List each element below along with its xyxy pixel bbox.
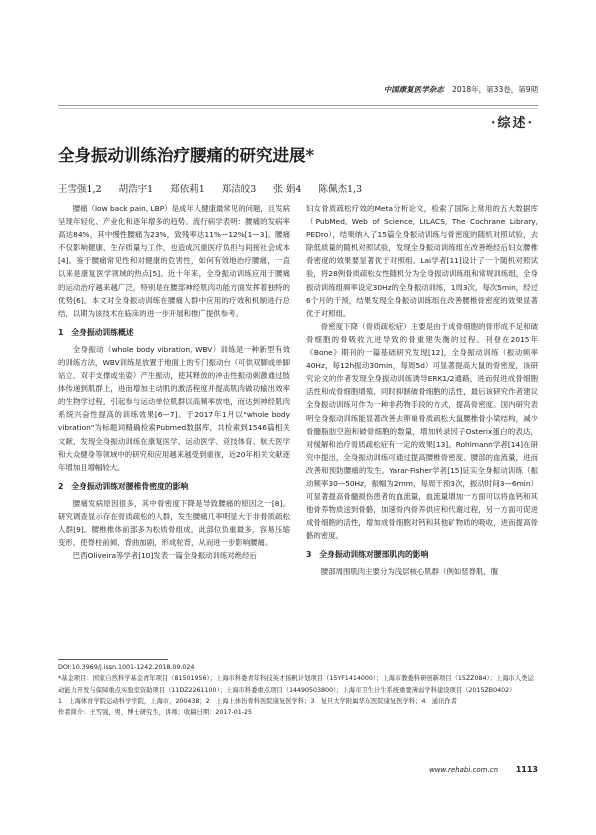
author: 张 娟4 bbox=[273, 184, 302, 195]
footnote-rule bbox=[58, 659, 168, 660]
body-column-right bbox=[306, 202, 538, 579]
author: 王雪强1,2 bbox=[58, 184, 102, 195]
affiliation-note: 1 上海体育学院运动科学学院，上海市，200438；2 上海上体伤骨科医院康复医学科；3 复旦大学附属华东医院康复医学科；4 通讯作者 bbox=[58, 697, 457, 705]
website-link[interactable]: www.rehabi.com.cn bbox=[429, 766, 498, 774]
page-number: 1113 bbox=[515, 765, 538, 774]
paragraph: 妇女骨质疏松疗效的Meta分析论文，检索了国际上常用的五大数据库（PubMed, Web of Science, LILACS, The Cochrane Library, PEDro），结果纳入了15篇全身振动训练与骨密度的随机对照试验，去除低质量的随机对照试验，发现全身振动训练组在改善绝经后妇女腰椎骨密度的效果要显著优于对照组。Lai学者[11]设计了一个随机对照试验，将28例骨质疏松女性随机分为全身振动训练组和常规训练组，全身振动训练组频率设定30Hz的全身振动训练，1周3次，每次5min，经过6个月的干预，结果发现全身振动训练组在改善腰椎骨密度的效果显著优于对照组。 bbox=[306, 204, 538, 318]
header-rule-thin bbox=[58, 108, 538, 109]
header-rule bbox=[58, 105, 538, 106]
paragraph: 巴西Oliveira等学者[10]发表一篇全身振动训练对绝经后 bbox=[72, 551, 257, 561]
author: 胡浩宇1 bbox=[118, 184, 154, 195]
paragraph: 腰痛发病原因很多，其中骨密度下降是导致腰痛的原因之一[8]。研究调查显示存在骨质疏松的人群，发生腰痛几率明显大于非骨质疏松人群[9]。腰椎椎体前部多为松质骨组成，此部位负重最多，容易压缩变形，使脊柱前倾，背曲加剧，形成驼背，从而进一步影响腰痛。 bbox=[58, 498, 290, 548]
author: 郑依莉1 bbox=[170, 184, 205, 195]
journal-name: 中国康复医学杂志 bbox=[383, 85, 444, 94]
author-bio-note: 作者简介：王雪强，男，博士研究生，讲师；收稿日期：2017-01-25 bbox=[58, 709, 253, 717]
paragraph: 腰部周围肌肉主要分为浅层核心肌群（例如竖脊肌、腹 bbox=[320, 567, 499, 577]
body-column-left bbox=[58, 202, 290, 562]
journal-header bbox=[384, 84, 538, 95]
article-title: 全身振动训练治疗腰痛的研究进展* bbox=[58, 146, 315, 165]
paragraph: 腰痛（low back pain, LBP）是成年人健康最常见的问题，且发病呈现年轻化、产业化和逐年增多的趋势。流行病学表明：腰痛的发病率高达84%，其中慢性腰痛为23%，致残率达11%—12%[1—3]。腰痛不仅影响健康、生存质量与工作，也造成沉重医疗负担与间接社会成本[4]。鉴于腰痛常见性和对健康的危害性，如何有效地治疗腰痛，一直以来是康复医学领域的热点[5]。近十年来，全身振动训练应用于腰痛的运动治疗越来越广泛，特别是在腰部神经肌肉功能方面发挥着独特的优势[6]。本文对全身振动训练在腰痛人群中应用的疗效和机制进行总结，以期为该技术在临床的进一步开展和推广提供参考。 bbox=[58, 204, 290, 318]
paragraph: 全身振动（whole body vibration, WBV）训练是一种新型有效的训练方法，WBV训练是放置于地面上的专门振动台（可供双脚或单脚站立、双手支撑或坐姿）产生振动，使其释放的冲击性振动刺激通过肢体传递到肌群上，进而增加主动肌的激活程度并提高肌肉做功输出效率的生物学过程，引起参与运动单位肌群以高频率放电，而达到神经肌肉系统兴奋性提高的训练效果[6—7]。于2017年1月以"whole body vibration"为标题词精确检索Pubmed数据库，共检索到1546篇相关文献，发现全身振动训练在康复医学、运动医学、竞技体育、航天医学和大众健身等领域中的研究和应用越来越受到重视，近20年相关文献逐年增加且增幅较大。 bbox=[58, 344, 290, 472]
section-heading: 1 全身振动训练概述 bbox=[58, 327, 134, 337]
section-heading: 2 全身振动训练对腰椎骨密度的影响 bbox=[58, 481, 189, 491]
doi-line: DOI:10.3969/j.issn.1001-1242.2018.09.024 bbox=[58, 664, 195, 671]
section-heading: 3 全身振动训练对腰部肌肉的影响 bbox=[306, 550, 429, 560]
author: 郑洁皎3 bbox=[221, 184, 257, 195]
journal-issue: 2018年，第33卷，第9期 bbox=[452, 85, 538, 94]
author: 陈佩杰1,3 bbox=[318, 184, 363, 195]
footnotes bbox=[58, 662, 538, 718]
funding-note: *基金项目：国家自然科学基金青年项目（81501956）；上海市科委青年科技英才扬帆计划项目（15YF1414000）；上海市教委科研创新项目（15ZZ084）；上海市人类运动能力开发与保障重点实验室资助项目（11DZ2261100）；上海市科委重点项目（14490503800）；上海市卫生计生系统重要薄弱学科建设项目（2015ZB0402） bbox=[58, 675, 534, 694]
section-tag: ·综述· bbox=[490, 116, 534, 131]
author-list bbox=[58, 181, 376, 195]
paragraph: 骨密度下降（骨质疏松症）主要是由于成骨细胞的骨形成不足和破骨细胞的骨吸收亢进导致的骨重建失衡的过程。刊登在2015年《Bone》期刊的一篇基础研究发现[12]，全身振动训练（振动频率40Hz，每12h振动30min，每周5d）可显著提高大鼠的骨密度，该研究论文的作者发现全身振动训练诱导ERK1/2通路，进而促进成骨细胞活性和成骨细胞增殖，同时抑制破骨细胞的活性，最后该研究作者建议全身振动训练可作为一种非药物手段的方式，提高骨密度。国内研究表明全身振动训练能显著改善去卵巢骨质疏松大鼠腰椎骨小梁结构，减少骨髓脂肪空泡和破骨细胞的数量，增加转录因子Osterix蛋白的表达，对缓解和治疗骨质疏松症有一定的效果[13]。Rohlmann学者[14]在研究中提出，全身振动训练可通过提高腰椎骨密度、腰部的血流量，进而改善和预防腰痛的发生。Yarar-Fisher学者[15]证实全身振动训练（振动频率30—50Hz，振幅为2mm，每周干预3次，振动时间3—6min）可显著提高骨髓损伤患者的血流量，血流量增加一方面可以将血钙和其他骨养物质送到骨骼，加速骨内骨养供应和代谢过程，另一方面可促进成骨细胞的活性，增加成骨细胞对钙和其他矿物质的吸收，进而提高骨骼的密度。 bbox=[306, 321, 538, 541]
